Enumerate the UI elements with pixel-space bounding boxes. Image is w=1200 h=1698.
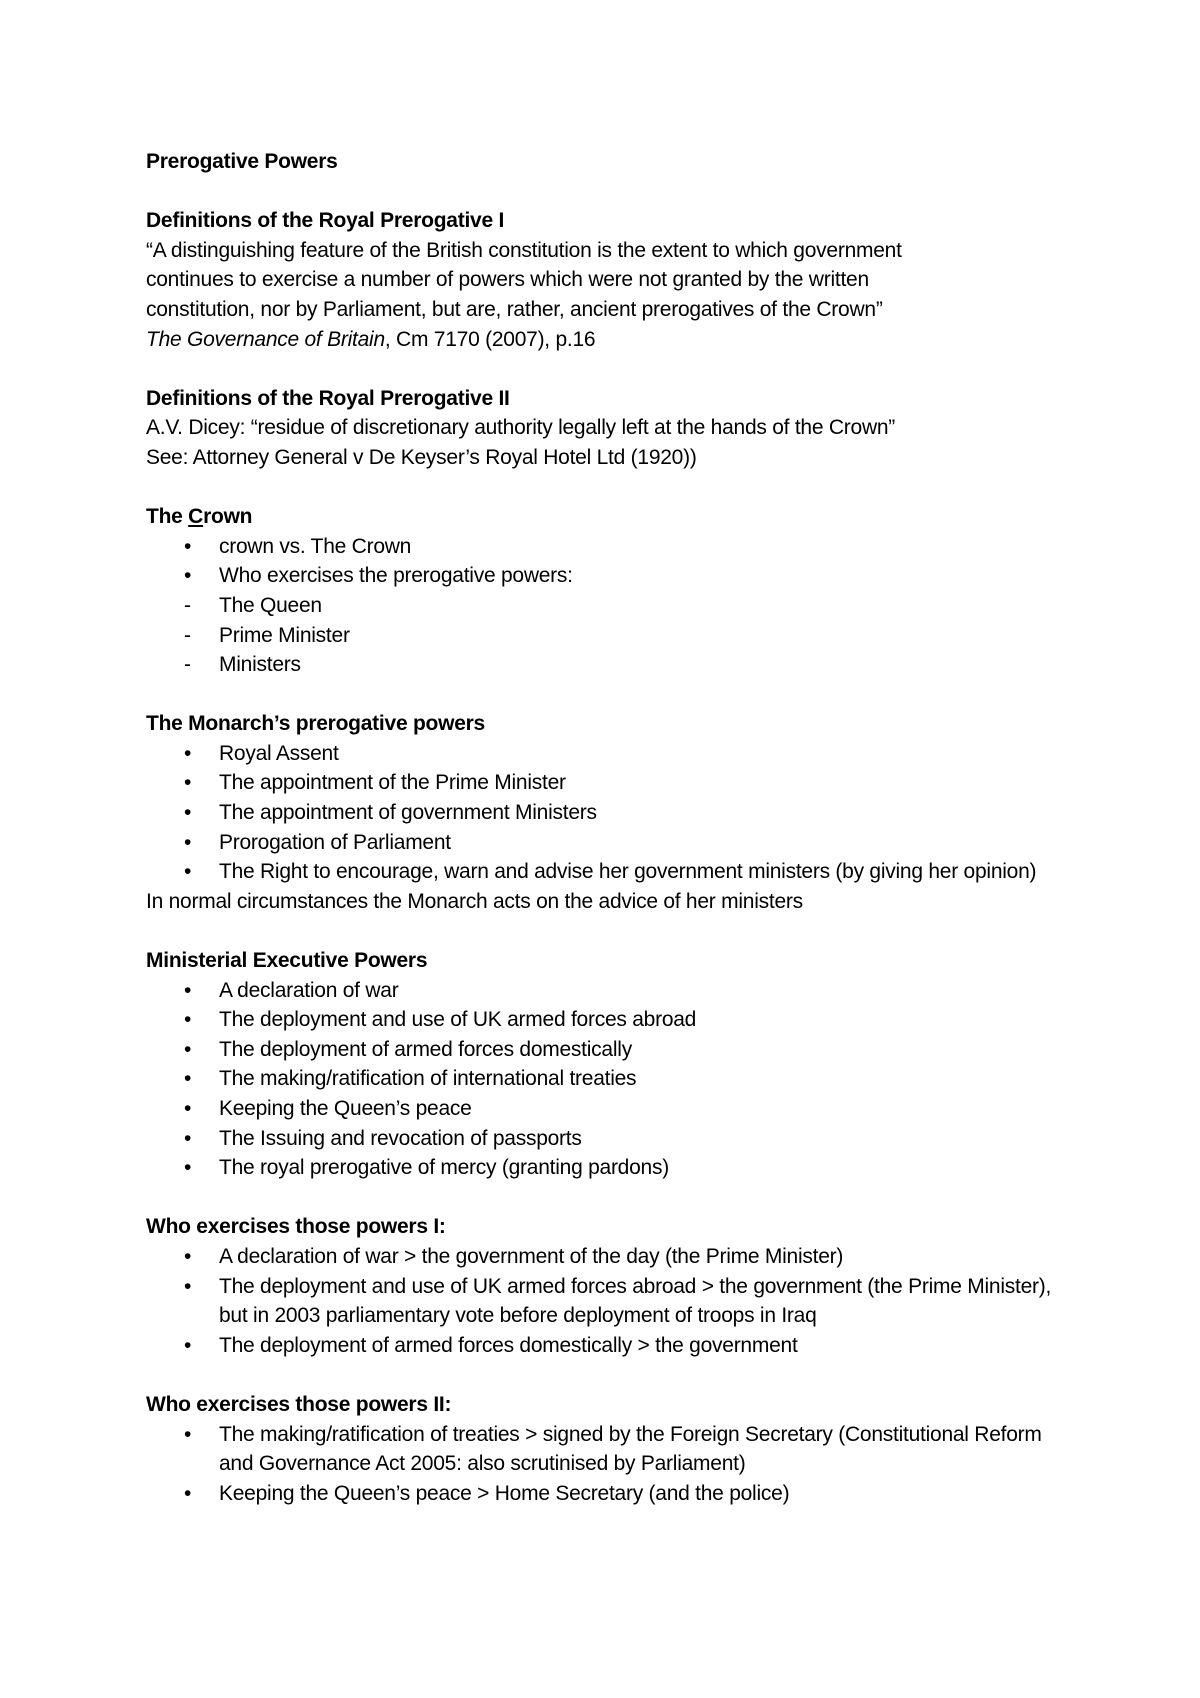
list-item-text: The Issuing and revocation of passports (219, 1126, 582, 1150)
list-item (146, 1479, 1076, 1509)
list-item (146, 1153, 1076, 1183)
heading-underlined-letter: C (188, 505, 204, 529)
section-heading-ministerial: Ministerial Executive Powers (146, 949, 428, 973)
who2-list (146, 1420, 1076, 1509)
list-item-text: A declaration of war > the government of the day (the Prime Minister) (219, 1244, 844, 1268)
bullet-marker: • (184, 1097, 192, 1120)
list-item-text: The appointment of government Ministers (219, 801, 597, 825)
list-item (146, 1420, 1076, 1479)
section-heading-monarch: The Monarch’s prerogative powers (146, 712, 485, 736)
document-title: Prerogative Powers (146, 150, 338, 173)
section-heading-who1: Who exercises those powers I: (146, 1215, 446, 1239)
heading-part: The (146, 505, 189, 529)
list-item (146, 976, 1076, 1006)
list-item-text: Prime Minister (219, 623, 350, 647)
bullet-marker: • (184, 1037, 192, 1061)
list-item (146, 1272, 1076, 1331)
list-item-text: A declaration of war (219, 978, 399, 1002)
citation (146, 325, 1076, 355)
ministerial-list (146, 976, 1076, 1183)
bullet-marker: • (184, 1481, 192, 1505)
bullet-marker: • (184, 801, 192, 825)
list-item (146, 828, 1076, 858)
list-item-text: The deployment and use of UK armed forces abroad > the government (the Prime Minister), but in 2003 parliamentary vote before deployment of troops in Iraq (219, 1274, 1052, 1328)
bullet-marker: • (184, 978, 192, 1002)
list-item-text: Prorogation of Parliament (219, 830, 451, 854)
heading-part: rown (203, 505, 253, 529)
list-item (146, 561, 1076, 591)
list-item-text: The deployment of armed forces domestically > the government (219, 1333, 798, 1357)
list-item-text: Ministers (219, 653, 301, 677)
section-heading-crown (146, 502, 1076, 532)
bullet-marker: • (184, 1067, 192, 1091)
document-page (146, 147, 1076, 1508)
list-item (146, 739, 1076, 769)
list-item-text: The royal prerogative of mercy (granting pardons) (219, 1156, 669, 1180)
list-item (146, 1094, 1076, 1124)
dash-marker: - (184, 623, 191, 647)
list-item (146, 650, 1076, 680)
bullet-marker: • (184, 771, 192, 795)
list-item (146, 1242, 1076, 1272)
list-item-text: The making/ratification of international treaties (219, 1067, 637, 1091)
list-item (146, 768, 1076, 798)
bullet-marker: • (184, 1126, 192, 1150)
bullet-marker: • (184, 534, 192, 558)
quote-line: continues to exercise a number of powers which were not granted by the written (146, 268, 869, 292)
citation-title: The Governance of Britain (146, 327, 385, 351)
list-item (146, 798, 1076, 828)
bullet-marker: • (184, 741, 192, 765)
list-item (146, 1064, 1076, 1094)
citation-detail: , Cm 7170 (2007), p.16 (384, 327, 596, 351)
crown-list (146, 532, 1076, 680)
bullet-marker: • (184, 1008, 192, 1032)
text-line: See: Attorney General v De Keyser’s Royal Hotel Ltd (1920)) (146, 445, 697, 469)
quote-line: constitution, nor by Parliament, but are, rather, ancient prerogatives of the Crown” (146, 297, 883, 321)
bullet-marker: • (184, 830, 192, 854)
list-item-text: The Queen (219, 593, 322, 617)
quote-line: “A distinguishing feature of the British constitution is the extent to which government (146, 238, 902, 262)
list-item-text: Keeping the Queen’s peace (219, 1097, 472, 1120)
list-item-text: The Right to encourage, warn and advise her government ministers (by giving her opinion) (219, 860, 1037, 884)
monarch-note: In normal circumstances the Monarch acts on the advice of her ministers (146, 889, 803, 913)
list-item (146, 621, 1076, 651)
list-item-text: Royal Assent (219, 741, 339, 765)
list-item (146, 1005, 1076, 1035)
dash-marker: - (184, 653, 191, 677)
list-item (146, 1035, 1076, 1065)
list-item (146, 1331, 1076, 1361)
who1-list (146, 1242, 1076, 1360)
list-item (146, 532, 1076, 562)
list-item-text: The making/ratification of treaties > signed by the Foreign Secretary (Constitutional Reform and Governance Act 2005: also scrutinised by Parliament) (219, 1422, 1042, 1476)
list-item-text: The deployment of armed forces domestically (219, 1037, 632, 1061)
list-item-text: Who exercises the prerogative powers: (219, 564, 573, 588)
list-item-text: The appointment of the Prime Minister (219, 771, 566, 795)
bullet-marker: • (184, 860, 192, 884)
section-heading-def1: Definitions of the Royal Prerogative I (146, 209, 505, 233)
section-heading-who2: Who exercises those powers II: (146, 1392, 452, 1416)
bullet-marker: • (184, 1422, 192, 1446)
monarch-list (146, 739, 1076, 887)
dash-marker: - (184, 593, 191, 617)
section-heading-def2: Definitions of the Royal Prerogative II (146, 386, 510, 410)
list-item-text: The deployment and use of UK armed forces abroad (219, 1008, 697, 1032)
bullet-marker: • (184, 1156, 192, 1180)
bullet-marker: • (184, 1274, 192, 1298)
list-item-text: Keeping the Queen’s peace > Home Secretary (and the police) (219, 1481, 790, 1505)
list-item (146, 857, 1076, 887)
bullet-marker: • (184, 1244, 192, 1268)
text-line: A.V. Dicey: “residue of discretionary authority legally left at the hands of the Crown” (146, 416, 896, 440)
list-item (146, 1124, 1076, 1154)
list-item-text: crown vs. The Crown (219, 534, 412, 558)
bullet-marker: • (184, 1333, 192, 1357)
bullet-marker: • (184, 564, 192, 588)
list-item (146, 591, 1076, 621)
